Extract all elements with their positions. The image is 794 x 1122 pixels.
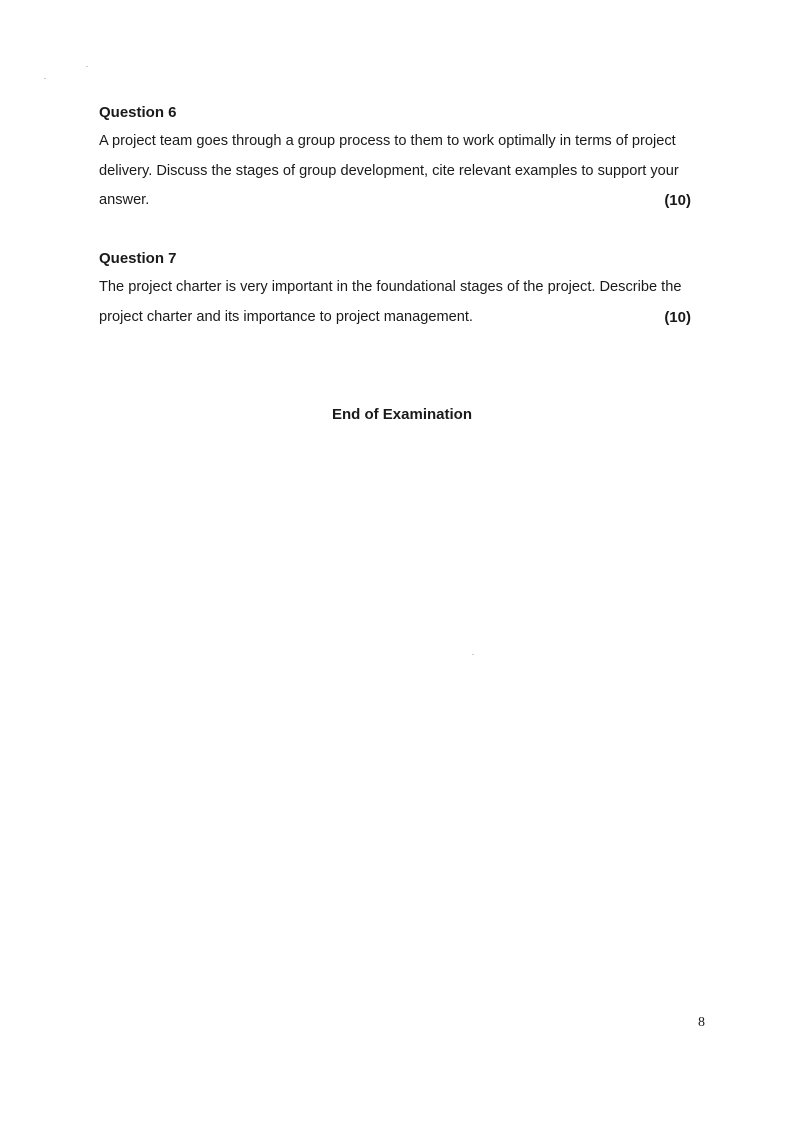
question-text-line: delivery. Discuss the stages of group development, cite relevant examples to support your xyxy=(99,162,679,179)
question-text-line-last xyxy=(99,303,697,333)
end-of-examination: End of Examination xyxy=(331,406,472,423)
question-6 xyxy=(99,103,697,216)
question-text-line: A project team goes through a group process to them to work optimally in terms of project xyxy=(99,133,676,149)
scan-speck xyxy=(86,66,88,67)
question-marks: (10) xyxy=(664,308,691,326)
scan-speck xyxy=(44,78,46,79)
question-heading: Question 7 xyxy=(99,250,177,267)
question-text-line: The project charter is very important in the foundational stages of the project. Describe the xyxy=(99,279,682,295)
scan-speck xyxy=(472,654,474,655)
page-number: 8 xyxy=(698,1015,705,1030)
question-text-line: answer. xyxy=(99,192,150,208)
question-heading: Question 6 xyxy=(99,104,177,121)
question-text-line: project charter and its importance to project management. xyxy=(99,308,473,325)
question-marks: (10) xyxy=(664,192,691,209)
question-7 xyxy=(99,249,697,332)
question-text-line-last xyxy=(99,186,697,216)
